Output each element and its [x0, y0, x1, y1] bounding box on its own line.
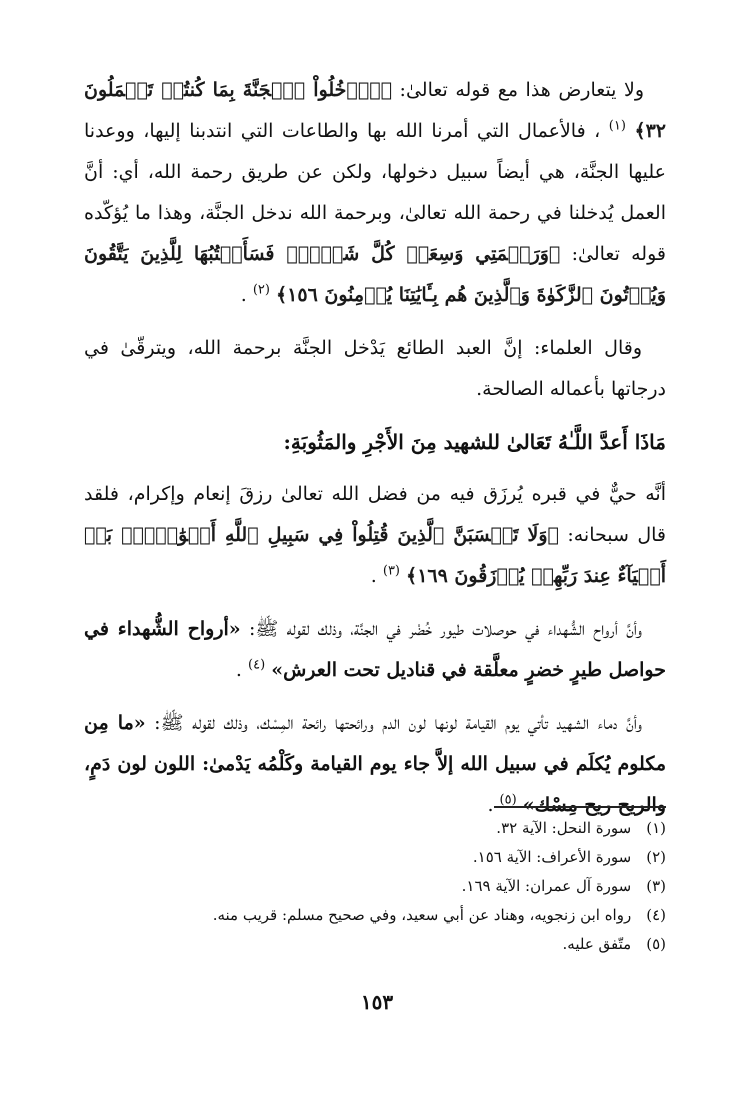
footnote-ref-5: (٥): [499, 792, 517, 808]
footnote-text: سورة النحل: الآية ٣٢.: [496, 819, 632, 837]
footnote-divider: [494, 806, 666, 808]
footnotes-list: [84, 814, 666, 959]
footnote-number: (٤): [646, 906, 666, 924]
paragraph-4-text: وأنَّ أرواح الشُّهداء في حوصلات طيور خُضْر في الجنَّة، وذلك لقوله ﷺ:: [240, 618, 642, 640]
footnote-ref-2: (٢): [252, 282, 270, 298]
paragraph-4: [84, 609, 666, 691]
footnote-number: (١): [646, 819, 666, 837]
footnote-number: (٢): [646, 848, 666, 866]
paragraph-4-end: .: [235, 659, 242, 681]
paragraph-5-text: وأنَّ دماء الشهيد تأتي يوم القيامة لونها لون الدم ورائحتها رائحة المِسْك، وذلك لقوله ﷺ:: [145, 712, 642, 734]
paragraph-1-end: .: [240, 284, 247, 306]
footnote-number: (٣): [646, 877, 666, 895]
section-heading: مَاذَا أَعدَّ اللَّـٰهُ تَعَالىٰ للشهيد مِنَ الأَجْرِ والمَثُوبَةِ:: [283, 430, 666, 454]
paragraph-1-lead: ولا يتعارض هذا مع قوله تعالىٰ:: [392, 79, 644, 101]
footnote-text: سورة الأعراف: الآية ١٥٦.: [472, 848, 632, 866]
footnote-item: [84, 901, 666, 930]
quran-verse-3: ﴿وَلَا تَحۡسَبَنَّ ٱلَّذِينَ قُتِلُواْ فِي سَبِيلِ ٱللَّهِ أَمۡوَٰتَۢاۚ بَلۡ أَحۡيَآءٌ عِندَ رَبِّهِمۡ يُرۡزَقُونَ ١٦٩﴾: [84, 524, 666, 587]
paragraph-1: [84, 70, 666, 316]
footnote-item: [84, 843, 666, 872]
footnote-ref-3: (٣): [382, 563, 400, 579]
footnote-item: [84, 814, 666, 843]
paragraph-2: وقال العلماء: إنَّ العبد الطائع يَدْخل الجنَّة برحمة الله، ويترقّىٰ في درجاتها بأعماله الصالحة.: [84, 337, 666, 400]
footnote-ref-1: (١): [608, 118, 626, 134]
paragraph-5-end: .: [487, 794, 494, 816]
quran-verse-2: ﴿وَرَحۡمَتِي وَسِعَتۡ كُلَّ شَيۡءٖۚ فَسَأَكۡتُبُهَا لِلَّذِينَ يَتَّقُونَ وَيُؤۡتُونَ ٱلزَّكَوٰةَ وَٱلَّذِينَ هُم بِـَٔايَٰتِنَا يُؤۡمِنُونَ ١٥٦﴾: [84, 243, 666, 306]
footnote-text: سورة آل عمران: الآية ١٦٩.: [461, 877, 632, 895]
footnote-number: (٥): [646, 935, 666, 953]
paragraph-3-text: أنَّه حيٌّ في قبره يُرزَق فيه من فضل الله تعالىٰ رزقَ إنعام وإكرام، فلقد قال سبحانه:: [84, 483, 666, 546]
hadith-1: «أرواح الشُّهداء في حواصل طيرٍ خضرٍ معلَّقة في قناديل تحت العرش»: [84, 618, 666, 681]
paragraph-3: [84, 474, 666, 597]
hadith-2: «ما مِن مكلوم يُكلَم في سبيل الله إلاَّ جاء يوم القيامة وكَلْمُه يَدْمىٰ: اللون لون دَمٍ، والريح ريح مِسْك»: [84, 712, 666, 816]
footnote-text: رواه ابن زنجويه، وهناد عن أبي سعيد، وفي صحيح مسلم: قريب منه.: [212, 906, 632, 924]
quran-verse-1: ﴿ٱدۡخُلُواْ ٱلۡجَنَّةَ بِمَا كُنتُمۡ تَعۡمَلُونَ ٣٢﴾: [84, 79, 666, 142]
footnote-item: [84, 930, 666, 959]
paragraph-1-text: ، فالأعمال التي أمرنا الله بها والطاعات التي انتدبنا إليها، ووعدنا عليها الجنَّة، هي أيضاً سبيل دخولها، ولكن عن طريق رحمة الله، أي: أنَّ العمل يُدخلنا في رحمة الله تعالىٰ، وبرحمة الله ندخل الجنَّة، وهذا ما يُؤكّده قوله تعالىٰ:: [84, 120, 666, 265]
paragraph-3-end: .: [370, 565, 377, 587]
footnote-text: متّفق عليه.: [562, 935, 632, 953]
footnote-item: [84, 872, 666, 901]
page-number: ١٥٣: [360, 990, 394, 1014]
footnote-ref-4: (٤): [248, 657, 266, 673]
